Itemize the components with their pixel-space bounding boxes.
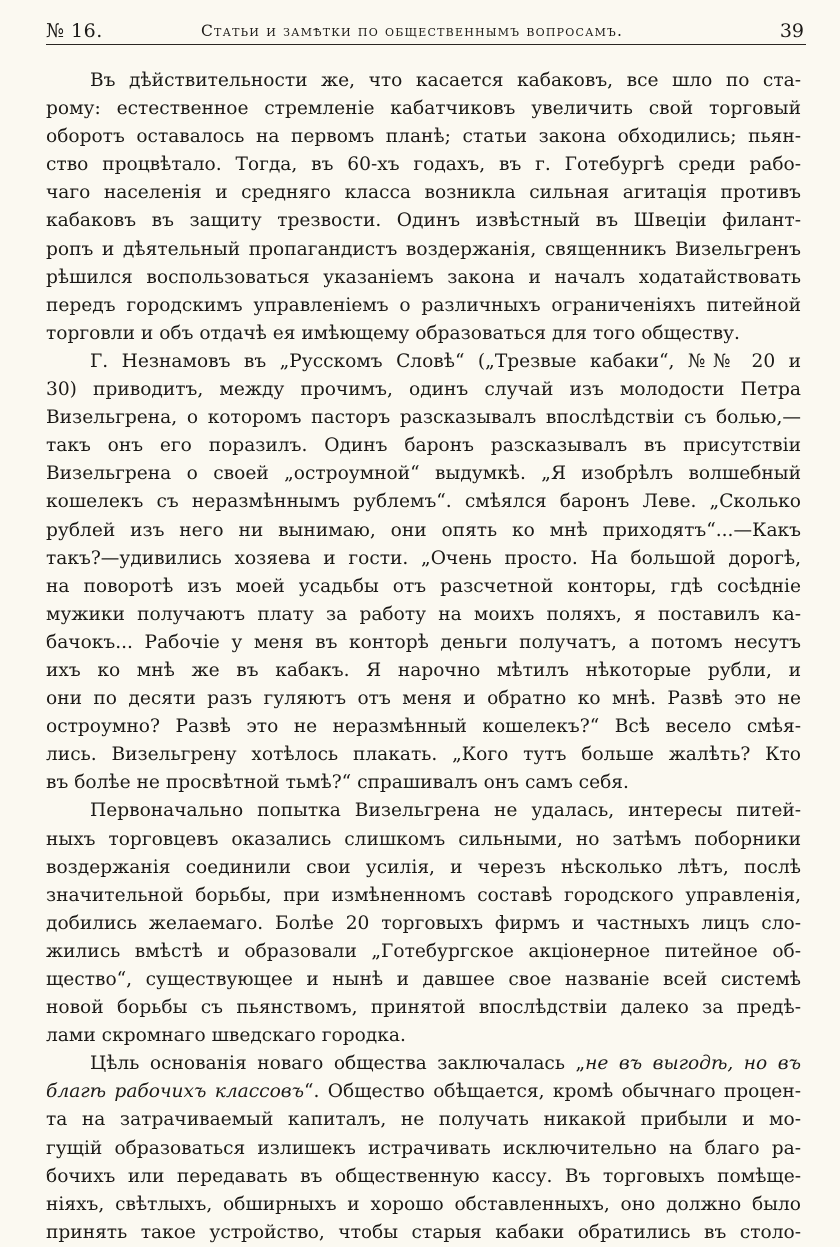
text-line: ропъ и дѣятельный пропагандистъ воздержанія, священникъ Визельгренъ xyxy=(46,238,801,260)
text-line: новой борьбы съ пьянствомъ, принятой впослѣдствіи далеко за предѣ- xyxy=(46,997,801,1019)
article-body xyxy=(46,67,801,1247)
text-line: ніяхъ, свѣтлыхъ, обширныхъ и хорошо обставленныхъ, оно должно было xyxy=(46,1193,801,1215)
text-line: лись. Визельгрену хотѣлось плакать. „Кого тутъ больше жалѣть? Кто xyxy=(46,744,801,766)
text-line: рублей изъ него ни вынимаю, они опять ко мнѣ приходятъ“...—Какъ xyxy=(46,519,801,541)
text-line: мужики получаютъ плату за работу на моихъ поляхъ, я поставилъ ка- xyxy=(46,603,801,625)
issue-number: № 16. xyxy=(46,20,103,42)
emphasis-text: благѣ рабочихъ классовъ xyxy=(46,1081,304,1103)
text-line: чаго населенія и средняго класса возникла сильная агитація противъ xyxy=(46,182,801,204)
text-line: ихъ ко мнѣ же въ кабакъ. Я нарочно мѣтилъ нѣкоторые рубли, и xyxy=(46,659,801,681)
text-line: Визельгрена о своей „остроумной“ выдумкѣ. „Я изобрѣлъ волшебный xyxy=(46,463,801,485)
text-span: Цѣль основанія новаго общества заключалась „ xyxy=(90,1053,586,1075)
text-line: бочихъ или передавать въ общественную кассу. Въ торговыхъ помѣще- xyxy=(46,1165,801,1187)
text-line: они по десяти разъ гуляютъ отъ меня и обратно ко мнѣ. Развѣ это не xyxy=(46,688,801,710)
text-line: такъ онъ его поразилъ. Одинъ баронъ разсказывалъ въ присутствіи xyxy=(46,435,801,457)
text-line: торговли и объ отдачѣ ея имѣющему образоваться для того обществу. xyxy=(46,322,740,344)
text-line: жились вмѣстѣ и образовали „Готебургское акціонерное питейное об- xyxy=(46,940,801,962)
text-line: остроумно? Развѣ это не неразмѣнный кошелекъ?“ Всѣ весело смѣя- xyxy=(46,716,801,738)
text-line: рому: естественное стремленіе кабатчиковъ увеличить свой торговый xyxy=(46,98,801,120)
text-line: кабаковъ въ защиту трезвости. Одинъ извѣстный въ Швеціи филант- xyxy=(46,210,801,232)
text-line: Въ дѣйствительности же, что касается кабаковъ, все шло по ста- xyxy=(90,70,801,91)
text-line: рѣшился воспользоваться указаніемъ закона и началъ ходатайствовать xyxy=(46,266,801,288)
text-line: Г. Незнамовъ въ „Русскомъ Словѣ“ („Трезвые кабаки“, №№ 20 и xyxy=(90,350,801,372)
text-line: кошелекъ съ неразмѣннымъ рублемъ“. смѣялся баронъ Леве. „Сколько xyxy=(46,491,801,513)
text-line: бачокъ... Рабочіе у меня въ конторѣ деньги получатъ, а потомъ несутъ xyxy=(46,631,801,653)
text-line: на поворотѣ изъ моей усадьбы отъ разсчетной конторы, гдѣ сосѣдніе xyxy=(46,575,801,597)
text-line: Визельгрена, о которомъ пасторъ разсказывалъ впослѣдствіи съ болью,— xyxy=(46,407,801,429)
text-line: 30) приводитъ, между прочимъ, одинъ случай изъ молодости Петра xyxy=(46,379,801,401)
text-line: Первоначально попытка Визельгрена не удалась, интересы питей- xyxy=(90,800,801,822)
text-line: значительной борьбы, при измѣненномъ составѣ городского управленія, xyxy=(46,884,801,906)
text-line: принять такое устройство, чтобы старыя кабаки обратились въ столо- xyxy=(46,1221,801,1243)
emphasis-text: не въ выгодѣ, но въ xyxy=(585,1053,801,1075)
text-line: ныхъ торговцевъ оказались слишкомъ сильными, но затѣмъ поборники xyxy=(46,828,801,850)
section-title: Статьи и замѣтки по общественнымъ вопросамъ. xyxy=(201,22,624,40)
page-number: 39 xyxy=(779,20,804,42)
text-line: лами скромнаго шведскаго городка. xyxy=(46,1025,406,1047)
text-line: оборотъ оставалось на первомъ планѣ; статьи закона обходились; пьян- xyxy=(46,126,801,148)
text-line: щество“, существующее и нынѣ и давшее свое названіе всей системѣ xyxy=(46,969,801,990)
text-line: гущій образоваться излишекъ истрачивать исключительно на благо ра- xyxy=(46,1137,801,1159)
text-line: добились желаемаго. Болѣе 20 торговыхъ фирмъ и частныхъ лицъ сло- xyxy=(46,912,801,934)
text-span: “. Общество обѣщается, кромѣ обычнаго процен- xyxy=(304,1081,801,1103)
text-line: та на затрачиваемый капиталъ, не получать никакой прибыли и мо- xyxy=(46,1109,801,1131)
text-line: ство процвѣтало. Тогда, въ 60-хъ годахъ, въ г. Готебургѣ среди рабо- xyxy=(46,154,801,176)
running-header xyxy=(46,14,806,45)
text-line: такъ?—удивились хозяева и гости. „Очень просто. На большой дорогѣ, xyxy=(46,547,801,569)
text-line: передъ городскимъ управленіемъ о различныхъ ограниченіяхъ питейной xyxy=(46,294,801,316)
text-line xyxy=(46,1050,801,1078)
text-line xyxy=(46,1078,801,1106)
text-line: въ болѣе не просвѣтной тьмѣ?“ спрашивалъ онъ самъ себя. xyxy=(46,772,629,794)
text-line: воздержанія соединили свои усилія, и черезъ нѣсколько лѣтъ, послѣ xyxy=(46,856,801,878)
